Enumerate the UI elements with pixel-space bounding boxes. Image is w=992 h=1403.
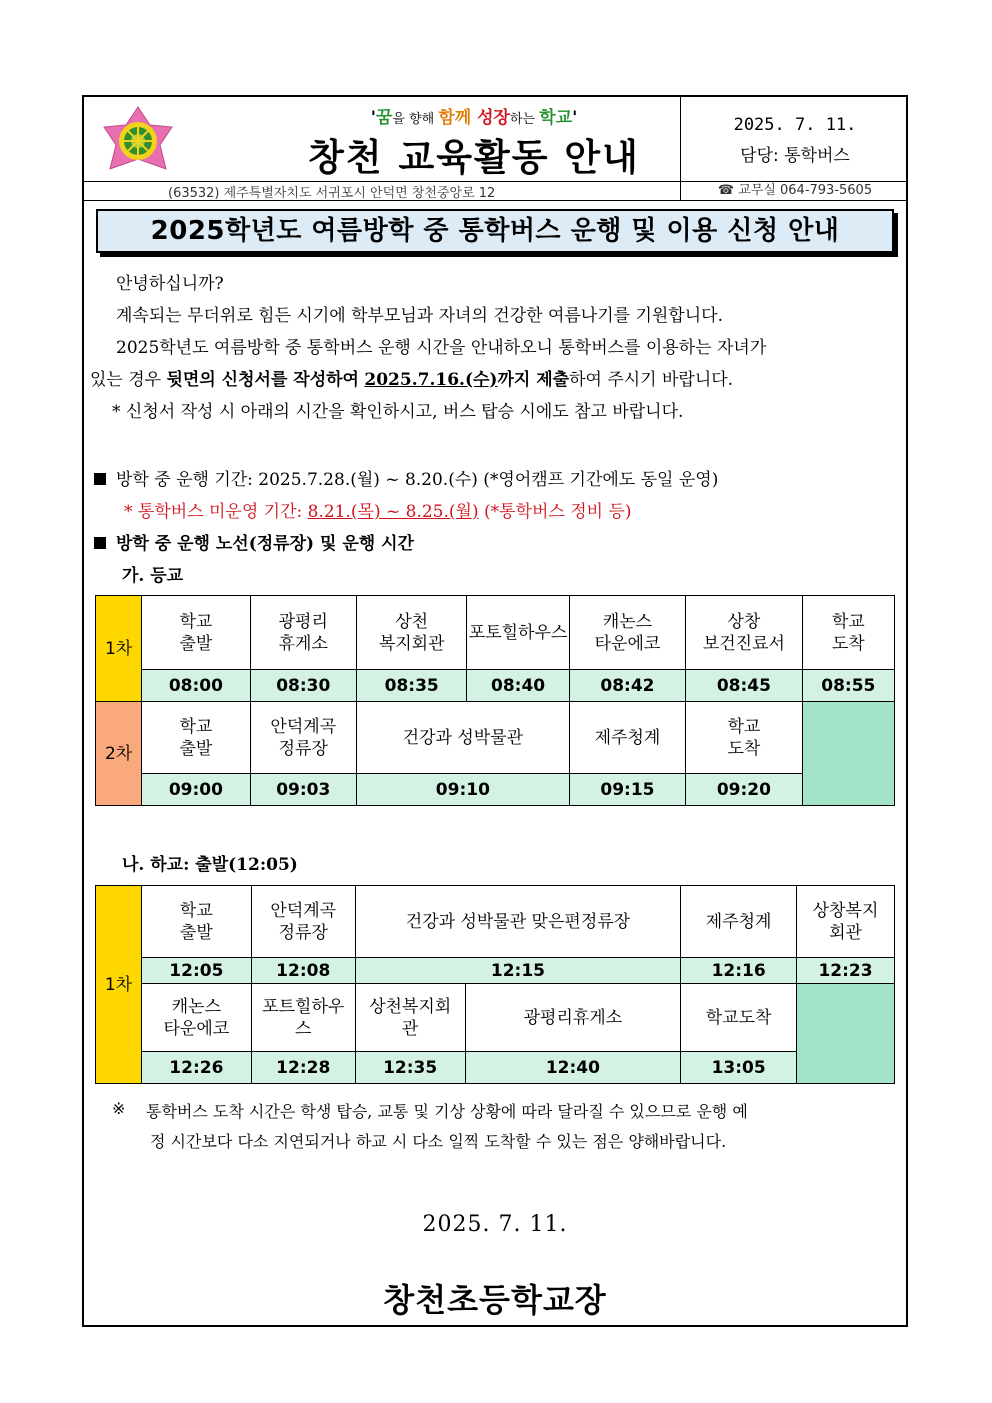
time-cell: 13:05 [681, 1052, 797, 1084]
stop-cell: 상천복지회 관 [355, 984, 465, 1052]
time-cell: 12:15 [355, 958, 681, 984]
time-cell: 12:08 [251, 958, 355, 984]
stop-cell: 상창 보건진료서 [686, 596, 802, 670]
table-row [96, 670, 895, 702]
time-cell: 12:16 [681, 958, 797, 984]
table-row [96, 958, 895, 984]
stop-cell: 광평리 휴게소 [250, 596, 356, 670]
stop-cell: 학교 출발 [142, 596, 250, 670]
stop-cell: 안덕계곡 정류장 [251, 886, 355, 958]
time-cell: 08:30 [250, 670, 356, 702]
school-address: (63532) 제주특별자치도 서귀포시 안덕면 창천중앙로 12 [168, 186, 496, 201]
section-to-school: 가. 등교 [122, 566, 184, 586]
run-label: 1차 [96, 596, 142, 702]
period-line: 방학 중 운행 기간: 2025.7.28.(월) ~ 8.20.(수) (*영어캠프 기간에도 동일 운영) [94, 465, 718, 490]
intro-line: 있는 경우 뒷면의 신청서를 작성하여 2025.7.16.(수)까지 제출하여 주시기 바랍니다. [90, 370, 734, 390]
time-cell: 12:26 [141, 1052, 251, 1084]
time-cell: 12:35 [355, 1052, 465, 1084]
time-cell: 12:28 [251, 1052, 355, 1084]
newsletter-title: 창천 교육활동 안내 [308, 136, 640, 179]
stop-cell: 광평리휴게소 [465, 984, 681, 1052]
time-cell: 09:15 [569, 774, 685, 806]
note-line: 통학버스 도착 시간은 학생 탑승, 교통 및 기상 상황에 따라 달라질 수 있으므로 운행 예 [146, 1102, 748, 1121]
intro-line: 계속되는 무더위로 힘든 시기에 학부모님과 자녀의 건강한 여름나기를 기원합니다. [116, 306, 723, 326]
section-from-school: 나. 하교: 출발(12:05) [122, 855, 298, 875]
stop-cell: 학교 도착 [802, 596, 894, 670]
stop-cell: 안덕계곡 정류장 [250, 702, 356, 774]
run-label: 2차 [96, 702, 142, 806]
stop-cell: 캐논스 타운에코 [569, 596, 685, 670]
empty-cell [802, 702, 894, 806]
stop-cell: 건강과 성박물관 [356, 702, 569, 774]
stop-cell: 포토힐하우스 [467, 596, 569, 670]
footer-date: 2025. 7. 11. [422, 1212, 568, 1237]
time-cell: 08:55 [802, 670, 894, 702]
time-cell: 08:42 [569, 670, 685, 702]
nonoperation-line: * 통학버스 미운영 기간: 8.21.(목) ~ 8.25.(월) (*통학버스 정비 등) [124, 502, 632, 522]
stop-cell: 건강과 성박물관 맞은편정류장 [355, 886, 681, 958]
owner-label: 담당: 통학버스 [740, 146, 850, 166]
document-frame [82, 95, 908, 1327]
principal-signature: 창천초등학교장 [383, 1281, 607, 1319]
note-line: 정 시간보다 다소 지연되거나 하교 시 다소 일찍 도착할 수 있는 점은 양해바랍니다. [150, 1132, 727, 1151]
issue-date: 2025. 7. 11. [733, 115, 857, 135]
time-cell: 08:40 [467, 670, 569, 702]
time-cell: 08:45 [686, 670, 802, 702]
empty-cell [797, 984, 895, 1084]
address-row [84, 181, 906, 201]
run-label: 1차 [96, 886, 142, 1084]
stop-cell: 제주청계 [681, 886, 797, 958]
time-cell: 12:40 [465, 1052, 681, 1084]
time-cell: 08:35 [356, 670, 466, 702]
header-info [680, 97, 909, 181]
intro-line: 2025학년도 여름방학 중 통학버스 운행 시간을 안내하오니 통학버스를 이용하는 자녀가 [116, 338, 767, 358]
stop-cell: 학교 도착 [686, 702, 802, 774]
stop-cell: 제주청계 [569, 702, 685, 774]
table-row [96, 984, 895, 1052]
to-school-timetable [95, 595, 895, 806]
subject-title: 2025학년도 여름방학 중 통학버스 운행 및 이용 신청 안내 [96, 209, 894, 253]
time-cell: 09:20 [686, 774, 802, 806]
stop-cell: 상천 복지회관 [356, 596, 466, 670]
intro-note: * 신청서 작성 시 아래의 시간을 확인하시고, 버스 탑승 시에도 참고 바랍니다. [112, 402, 684, 422]
time-cell: 09:00 [142, 774, 250, 806]
stop-cell: 학교 출발 [142, 702, 250, 774]
header [84, 97, 906, 182]
stop-cell: 학교도착 [681, 984, 797, 1052]
phone-number: ☎ 교무실 064-793-5605 [680, 181, 909, 200]
square-bullet-icon [94, 473, 106, 485]
table-row [96, 1052, 895, 1084]
school-motto: '꿈을 향해 함께 성장하는 학교' [370, 108, 578, 128]
route-heading: 방학 중 운행 노선(정류장) 및 운행 시간 [94, 529, 414, 554]
time-cell: 09:03 [250, 774, 356, 806]
time-cell: 08:00 [142, 670, 250, 702]
note-mark: ※ [112, 1099, 126, 1118]
from-school-timetable [95, 885, 895, 1084]
table-row [96, 886, 895, 958]
table-row [96, 774, 895, 806]
stop-cell: 포트힐하우 스 [251, 984, 355, 1052]
greeting: 안녕하십니까? [116, 274, 224, 294]
table-row [96, 596, 895, 670]
stop-cell: 캐논스 타운에코 [141, 984, 251, 1052]
time-cell: 09:10 [356, 774, 569, 806]
stop-cell: 상창복지 회관 [797, 886, 895, 958]
square-bullet-icon [94, 537, 106, 549]
table-row [96, 702, 895, 774]
stop-cell: 학교 출발 [141, 886, 251, 958]
school-emblem-icon [100, 105, 176, 175]
time-cell: 12:05 [141, 958, 251, 984]
time-cell: 12:23 [797, 958, 895, 984]
